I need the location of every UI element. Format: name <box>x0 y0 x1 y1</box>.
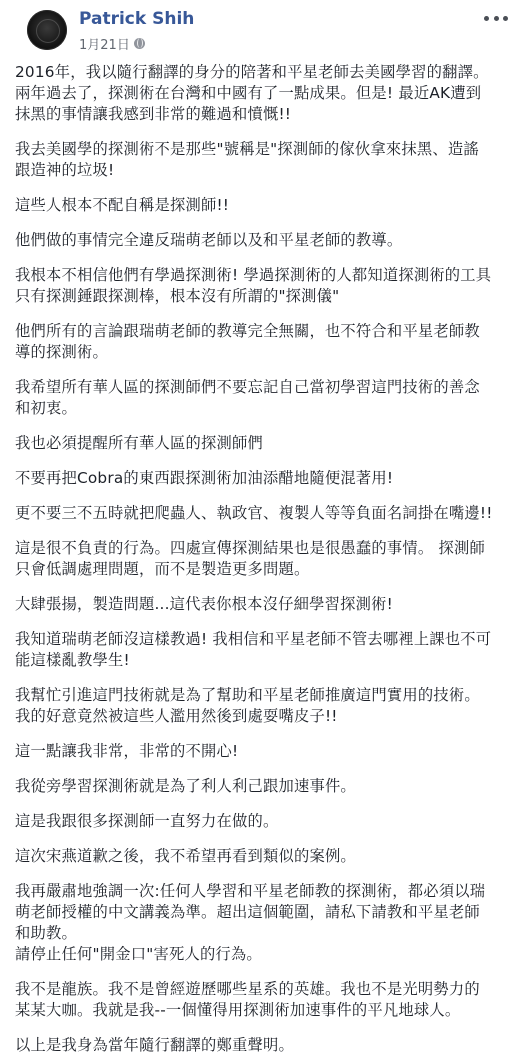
post-meta <box>79 34 145 53</box>
author-avatar[interactable] <box>27 10 67 50</box>
post-paragraph: 我再嚴肅地強調一次:任何人學習和平星老師教的探測術，都必須以瑞 萌老師授權的中文講義為準。超出這個範圍，請私下請教和平星老師 和助教。 <box>15 882 486 942</box>
post-paragraph: 請停止任何"開金口"害死人的行為。 <box>15 945 262 963</box>
post-paragraph: 這是很不負責的行為。四處宣傳探測結果也是很愚蠢的事情。 探測師 只會低調處理問題，而不是製造更多問題。 <box>15 539 485 578</box>
post-header <box>15 0 514 62</box>
post-paragraph: 不要再把Cobra的東西跟探測術加油添醋地隨便混著用! <box>15 469 394 487</box>
post-paragraph: 2016年，我以隨行翻譯的身分的陪著和平星老師去美國學習的翻譯。 兩年過去了，探測術在台灣和中國有了一點成果。但是! 最近AK遭到 抹黑的事情讓我感到非常的難過和憤慨!! <box>15 63 489 123</box>
post-paragraph: 以上是我身為當年隨行翻譯的鄭重聲明。 <box>15 1036 294 1054</box>
post-paragraph: 我去美國學的探測術不是那些"號稱是"探測師的傢伙拿來抹黑、造謠 跟造神的垃圾! <box>15 140 479 179</box>
post-paragraph: 這些人根本不配自稱是探測師!! <box>15 196 230 214</box>
post-paragraph: 我根本不相信他們有學過探測術! 學過探測術的人都知道探測術的工具 只有探測錘跟探測棒，根本沒有所謂的"探測儀" <box>15 266 492 305</box>
post-paragraph: 我也必須提醒所有華人區的探測師們 <box>15 434 263 452</box>
post-paragraph: 更不要三不五時就把爬蟲人、執政官、複製人等等負面名詞掛在嘴邊!! <box>15 504 493 522</box>
post-paragraph: 這一點讓我非常，非常的不開心! <box>15 742 239 760</box>
more-options-icon[interactable] <box>484 12 508 24</box>
post-paragraph: 這是我跟很多探測師一直努力在做的。 <box>15 812 279 830</box>
globe-icon <box>134 38 145 49</box>
post-paragraph: 他們做的事情完全違反瑞萌老師以及和平星老師的教導。 <box>15 231 403 249</box>
post-body <box>15 62 514 1056</box>
post-paragraph: 我不是龍族。我不是曾經遊歷哪些星系的英雄。我也不是光明勢力的 某某大咖。我就是我--一個懂得用探測術加速事件的平凡地球人。 <box>15 980 480 1019</box>
author-name[interactable]: Patrick Shih <box>79 9 195 29</box>
post-paragraph: 我知道瑞萌老師沒這樣教過! 我相信和平星老師不管去哪裡上課也不可 能這樣亂教學生! <box>15 630 492 669</box>
post-date[interactable]: 1月21日 <box>79 38 130 53</box>
post-paragraph: 我幫忙引進這門技術就是為了幫助和平星老師推廣這門實用的技術。 我的好意竟然被這些人濫用然後到處耍嘴皮子!! <box>15 686 480 725</box>
post-paragraph: 我從旁學習探測術就是為了利人利己跟加速事件。 <box>15 777 356 795</box>
post-paragraph: 大肆張揚，製造問題...這代表你根本沒仔細學習探測術! <box>15 595 393 613</box>
post-paragraph: 他們所有的言論跟瑞萌老師的教導完全無關，也不符合和平星老師教 導的探測術。 <box>15 322 480 361</box>
post-paragraph: 這次宋燕道歉之後，我不希望再看到類似的案例。 <box>15 847 356 865</box>
post-paragraph: 我希望所有華人區的探測師們不要忘記自己當初學習這門技術的善念 和初衷。 <box>15 378 480 417</box>
